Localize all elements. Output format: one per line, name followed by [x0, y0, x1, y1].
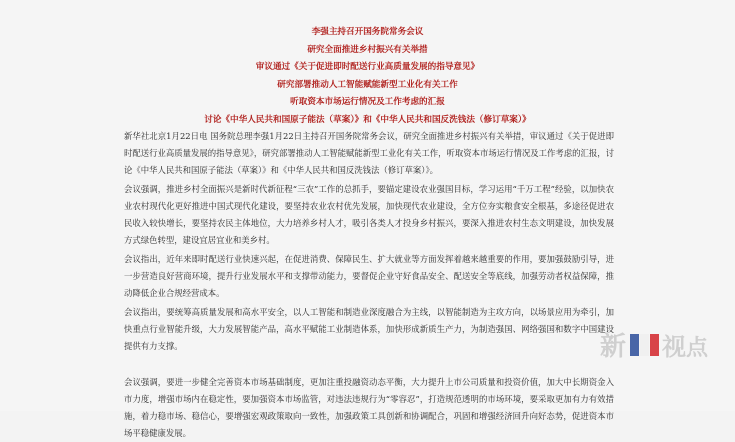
headline: 研究部署推动人工智能赋能新型工业化有关工作	[277, 79, 458, 90]
headline-block	[0, 24, 735, 130]
svg-text:点: 点	[686, 336, 708, 361]
headline: 听取资本市场运行情况及工作考虑的汇报	[290, 97, 445, 108]
headline: 讨论《中华人民共和国原子能法（草案）》和《中华人民共和国反洗钱法（修订草案）》	[204, 114, 531, 125]
body-paragraph: 新华社北京1月22日电 国务院总理李强1月22日主持召开国务院常务会议，研究全面推进乡村振兴有关举措，审议通过《关于促进即时配送行业高质量发展的指导意见》，研究部署推动人工智能赋能新型工业化有关工作，听取资本市场运行情况及工作考虑的汇报，讨论《中华人民共和国原子能法（草案）》和《中华人民共和国反洗钱法（修订草案）》。	[124, 131, 614, 176]
headline: 李强主持召开国务院常务会议	[311, 27, 424, 37]
headline: 研究全面推进乡村振兴有关举措	[307, 44, 428, 55]
headline: 审议通过《关于促进即时配送行业高质量发展的指导意见》	[255, 62, 480, 73]
body-paragraph: 会议强调，要进一步健全完善资本市场基础制度，更加注重投融资动态平衡，大力提升上市公司质量和投资价值，加大中长期资金入市力度，增强市场内在稳定性，要加强资本市场监管，对违法违规行为“零容忍”，打造规范透明的市场环境，要采取更加有力有效措施，着力稳市场、稳信心，要增强宏观政策取向一致性，加强政策工具创新和协调配合，巩固和增强经济回升向好态势，促进资本市场平稳健康发展。	[124, 377, 614, 439]
body-paragraph: 会议指出，近年来即时配送行业快速兴起，在促进消费、保障民生、扩大就业等方面发挥着越来越重要的作用，要加强鼓励引导，进一步营造良好营商环境，提升行业发展水平和支撑带动能力，要督促企业守好食品安全、配送安全等底线，加强劳动者权益保障，推动降低企业合规经营成本。	[124, 254, 614, 299]
watermark-logo	[600, 328, 708, 362]
body-paragraph: 会议指出，要统筹高质量发展和高水平安全，以人工智能和制造业深度融合为主线，以智能制造为主攻方向，以场景应用为牵引，加快重点行业智能升级，大力发展智能产品，高水平赋能工业制造体系，加快形成新质生产力，为制造强国、网络强国和数字中国建设提供有力支撑。	[124, 307, 614, 352]
svg-text:新: 新	[600, 332, 627, 362]
svg-text:视: 视	[662, 333, 686, 361]
body-paragraph: 会议强调，推进乡村全面振兴是新时代新征程“三农”工作的总抓手，要锚定建设农业强国目标，学习运用“千万工程”经验，以加快农业农村现代化更好推进中国式现代化建设，要坚持农业农村优先发展，加快现代农业建设，全方位夯实粮食安全根基，多途径促进农民收入较快增长，要坚持农民主体地位，大力培养乡村人才，吸引各类人才投身乡村振兴，要深入推进农村生态文明建设，加快发展方式绿色转型，建设宜居宜业和美乡村。	[124, 184, 614, 246]
